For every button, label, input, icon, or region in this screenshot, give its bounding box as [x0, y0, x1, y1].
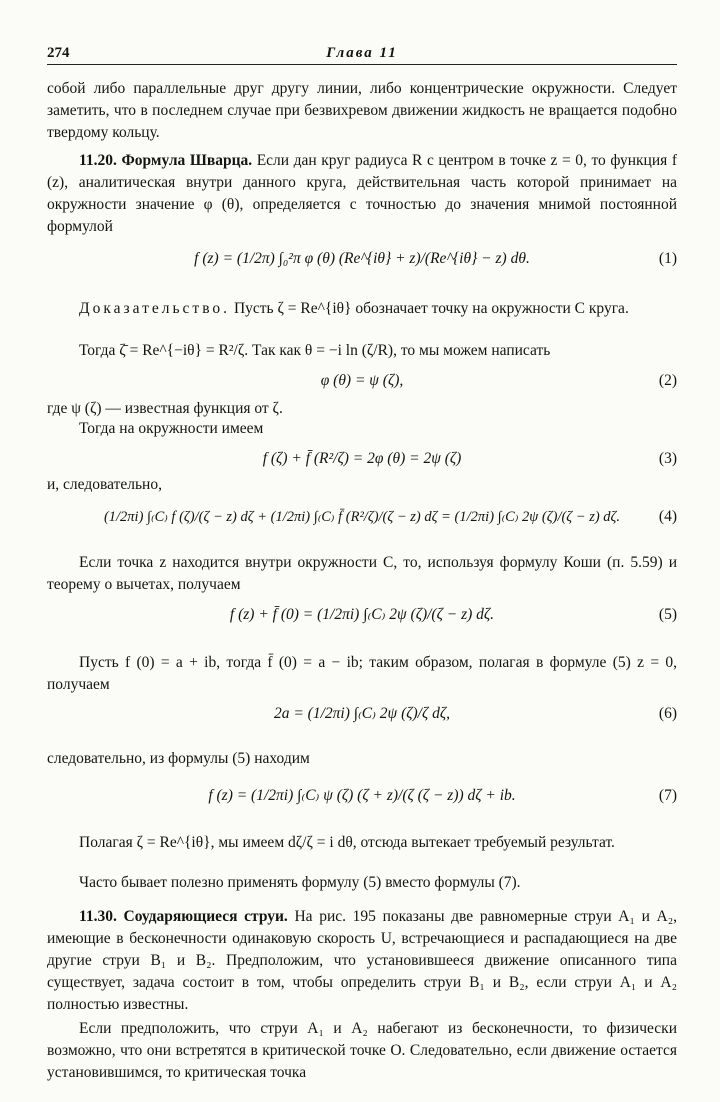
section-text: Если дан круг радиуса R с центром в точке z = 0, то функция f (z), аналитическая внутри данного круга, действительная часть которой принимает на окружности значение φ (θ), определяется с точностью до значения мнимой постоянной формулой — [47, 152, 677, 235]
proof-text: Пусть ζ = Re^{iθ} обозначает точку на окружности C круга. — [230, 300, 629, 317]
equation-5 — [47, 604, 677, 644]
equation-formula: f (z) + f̄ (0) = (1/2πi) ∫₍C₎ 2ψ (ζ)/(ζ − z) dζ. — [229, 606, 495, 623]
paragraph: и, следовательно, — [47, 476, 162, 493]
paragraph-continuation: собой либо параллельные друг другу линии, либо концентрические окружности. Следует заметить, что в последнем случае при безвихревом движении жидкость не вращается подобно твердому кольцу. — [47, 80, 677, 141]
equation-number: (3) — [658, 450, 677, 467]
equation-number: (2) — [658, 372, 677, 389]
equation-4 — [47, 506, 677, 546]
paragraph: Тогда ζ̄ = Re^{−iθ} = R²/ζ. Так как θ = −i ln (ζ/R), то мы можем написать — [79, 342, 551, 359]
paragraph: Если предположить, что струи A₁ и A₂ набегают из бесконечности, то физически возможно, что они встретятся в критической точке O. Следовательно, если движение остается установившимся, то критическая точка — [47, 1020, 677, 1081]
equation-number: (7) — [658, 787, 677, 804]
page-number: 274 — [47, 45, 70, 61]
equation-1 — [47, 248, 677, 288]
paragraph: Полагая ζ = Re^{iθ}, мы имеем dζ/ζ = i dθ, отсюда вытекает требуемый результат. — [79, 834, 615, 851]
section-title: 11.30. Соударяющиеся струи. — [79, 908, 288, 925]
section-11-30 — [47, 906, 677, 1016]
proof-paragraph — [47, 298, 677, 320]
equation-formula: f (ζ) + f̄ (R²/ζ) = 2φ (θ) = 2ψ (ζ) — [262, 450, 462, 467]
equation-formula: φ (θ) = ψ (ζ), — [320, 372, 404, 389]
equation-number: (1) — [658, 250, 677, 267]
equation-formula: (1/2πi) ∫₍C₎ f (ζ)/(ζ − z) dζ + (1/2πi) ∫₍C₎ f̄ (R²/ζ)/(ζ − z) dζ = (1/2πi) ∫₍C₎ 2ψ (ζ)/(ζ − z) dζ. — [103, 509, 621, 525]
equation-number: (5) — [658, 606, 677, 623]
equation-number: (6) — [658, 705, 677, 722]
running-head: Глава 11 — [326, 45, 398, 61]
equation-number: (4) — [658, 508, 677, 525]
page-header — [47, 42, 677, 65]
equation-formula: f (z) = (1/2π) ∫₀²π φ (θ) (Re^{iθ} + z)/(Re^{iθ} − z) dθ. — [194, 250, 530, 267]
equation-6 — [47, 703, 677, 743]
equation-7 — [47, 785, 677, 825]
proof-word: Доказательство. — [79, 300, 231, 317]
section-text: На рис. 195 показаны две равномерные струи A₁ и A₂, имеющие в бесконечности одинаковую скорость U, встречающиеся и распадающиеся на две другие струи B₁ и B₂. Предположим, что установившееся движение описанного типа существует, задача состоит в том, чтобы определить струи B₁ и B₂, если струи A₁ и A₂ полностью известны. — [47, 908, 677, 1013]
paragraph: Часто бывает полезно применять формулу (5) вместо формулы (7). — [79, 874, 521, 891]
paragraph: где ψ (ζ) — известная функция от ζ. — [47, 400, 283, 417]
equation-formula: 2a = (1/2πi) ∫₍C₎ 2ψ (ζ)/ζ dζ, — [273, 705, 451, 722]
equation-formula: f (z) = (1/2πi) ∫₍C₎ ψ (ζ) (ζ + z)/(ζ (ζ − z)) dζ + ib. — [208, 787, 516, 804]
paragraph: Если точка z находится внутри окружности C, то, используя формулу Коши (п. 5.59) и теорему о вычетах, получаем — [47, 554, 677, 593]
paragraph: Тогда на окружности имеем — [79, 420, 264, 437]
section-title: 11.20. Формула Шварца. — [79, 152, 253, 169]
paragraph: следовательно, из формулы (5) находим — [47, 750, 310, 767]
section-11-20 — [47, 150, 677, 238]
paragraph: Пусть f (0) = a + ib, тогда f̄ (0) = a − ib; таким образом, полагая в формуле (5) z = 0, получаем — [47, 654, 677, 693]
